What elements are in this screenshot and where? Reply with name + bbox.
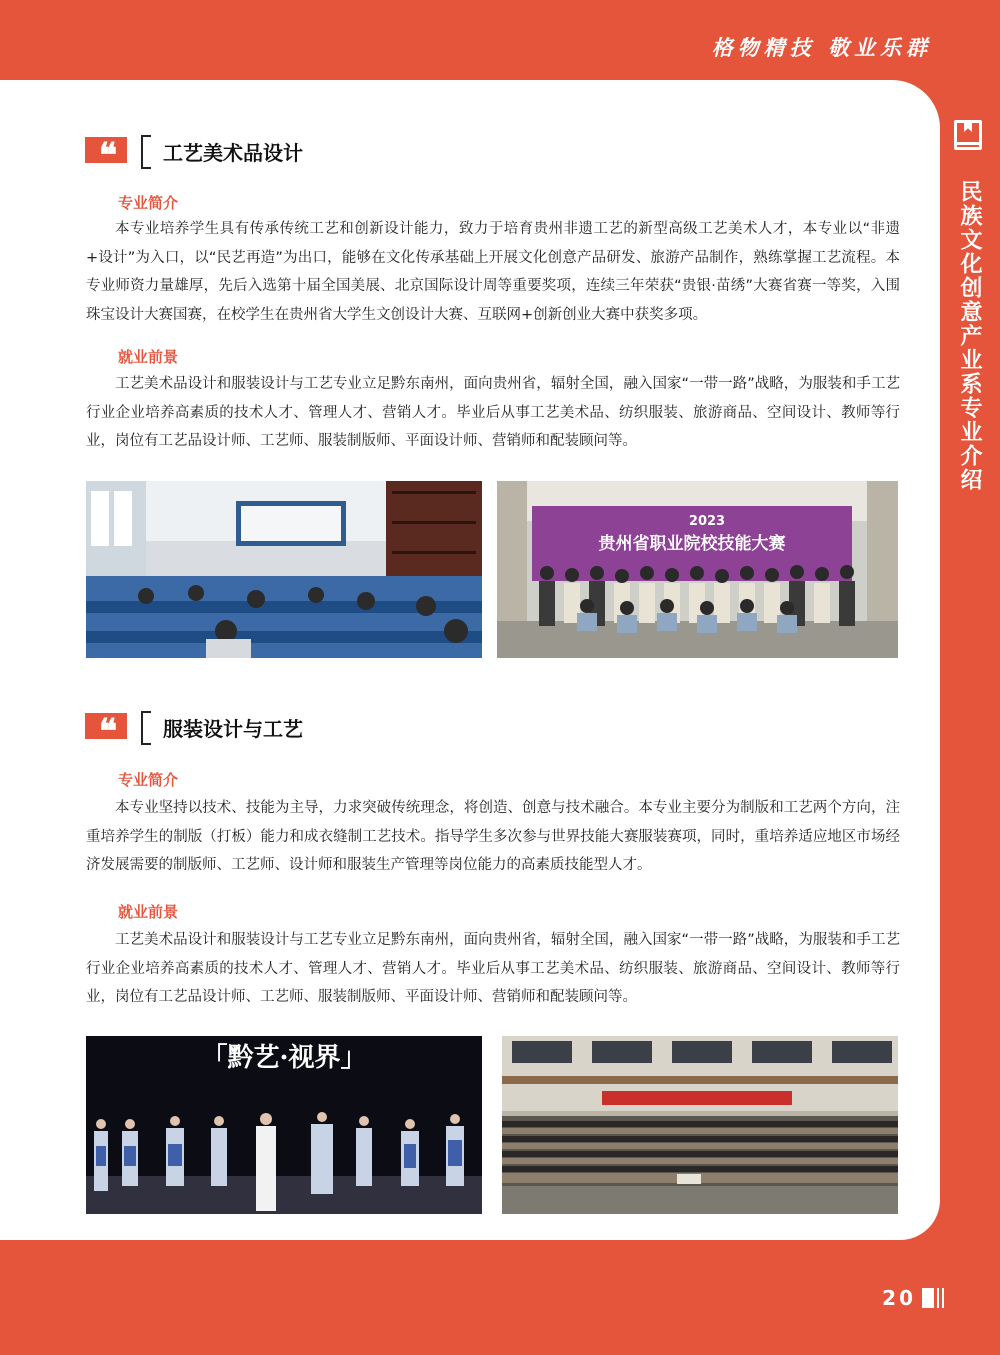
fashion-show-photo [86, 1036, 482, 1214]
photo-banner: 「黔艺·视界」 [201, 1043, 367, 1073]
page-number: 20 [882, 1286, 916, 1310]
competition-group-photo [497, 481, 898, 658]
bracket-decoration [141, 711, 151, 745]
quote-mark-icon: ❝ [85, 137, 127, 163]
career-heading: 就业前景 [118, 348, 179, 366]
photo-banner: 贵州省职业院校技能大赛 [598, 534, 786, 554]
intro-heading: 专业简介 [118, 771, 179, 789]
classroom-photo [86, 481, 482, 658]
career-text: 工艺美术品设计和服装设计与工艺专业立足黔东南州，面向贵州省，辐射全国，融入国家“一带一路”战略，为服装和手工艺行业企业培养高素质的技术人才、管理人才、营销人才。毕业后从事工艺美术品、纺织服装、旅游商品、空间设计、教师等行业，岗位有工艺品设计师、工艺师、服装制版师、平面设计师、营销师和配装顾问等。 [86, 376, 900, 449]
page-number-bar-line [942, 1288, 944, 1308]
career-text: 工艺美术品设计和服装设计与工艺专业立足黔东南州，面向贵州省，辐射全国，融入国家“一带一路”战略，为服装和手工艺行业企业培养高素质的技术人才、管理人才、营销人才。毕业后从事工艺美术品、纺织服装、旅游商品、空间设计、教师等行业，岗位有工艺品设计师、工艺师、服装制版师、平面设计师、营销师和配装顾问等。 [86, 932, 900, 1005]
intro-heading: 专业简介 [118, 194, 179, 212]
conference-group-photo [502, 1036, 898, 1214]
page-number-bar [922, 1288, 934, 1308]
book-icon [954, 120, 982, 150]
page-number-bar-line [937, 1288, 939, 1308]
section-title: 服装设计与工艺 [163, 717, 303, 741]
quote-mark-icon: ❝ [85, 713, 127, 739]
intro-text: 本专业坚持以技术、技能为主导，力求突破传统理念，将创造、创意与技术融合。本专业主要分为制版和工艺两个方向，注重培养学生的制版（打板）能力和成衣缝制工艺技术。指导学生多次参与世界技能大赛服装赛项，同时，重培养适应地区市场经济发展需要的制版师、工艺师、设计师和服装生产管理等岗位能力的高素质技能型人才。 [86, 800, 900, 873]
career-heading: 就业前景 [118, 903, 179, 921]
photo-year: 2023 [688, 514, 726, 529]
side-title: 民族文化创意产业系专业介绍 [957, 180, 982, 492]
section-title: 工艺美术品设计 [163, 141, 303, 165]
side-tab [940, 90, 1000, 500]
intro-text: 本专业培养学生具有传承传统工艺和创新设计能力，致力于培育贵州非遗工艺的新型高级工艺美术人才，本专业以“非遗+设计”为入口，以“民艺再造”为出口，能够在文化传承基础上开展文化创意产品研发、旅游产品制作，熟练掌握工艺流程。本专业师资力量雄厚，先后入选第十届全国美展、北京国际设计周等重要奖项，连续三年荣获“贵银·苗绣”大赛省赛一等奖，入围珠宝设计大赛国赛，在校学生在贵州省大学生文创设计大赛、互联网+创新创业大赛中获奖多项。 [86, 221, 900, 323]
bracket-decoration [141, 135, 151, 169]
header-motto: 格物精技 敬业乐群 [711, 36, 932, 60]
